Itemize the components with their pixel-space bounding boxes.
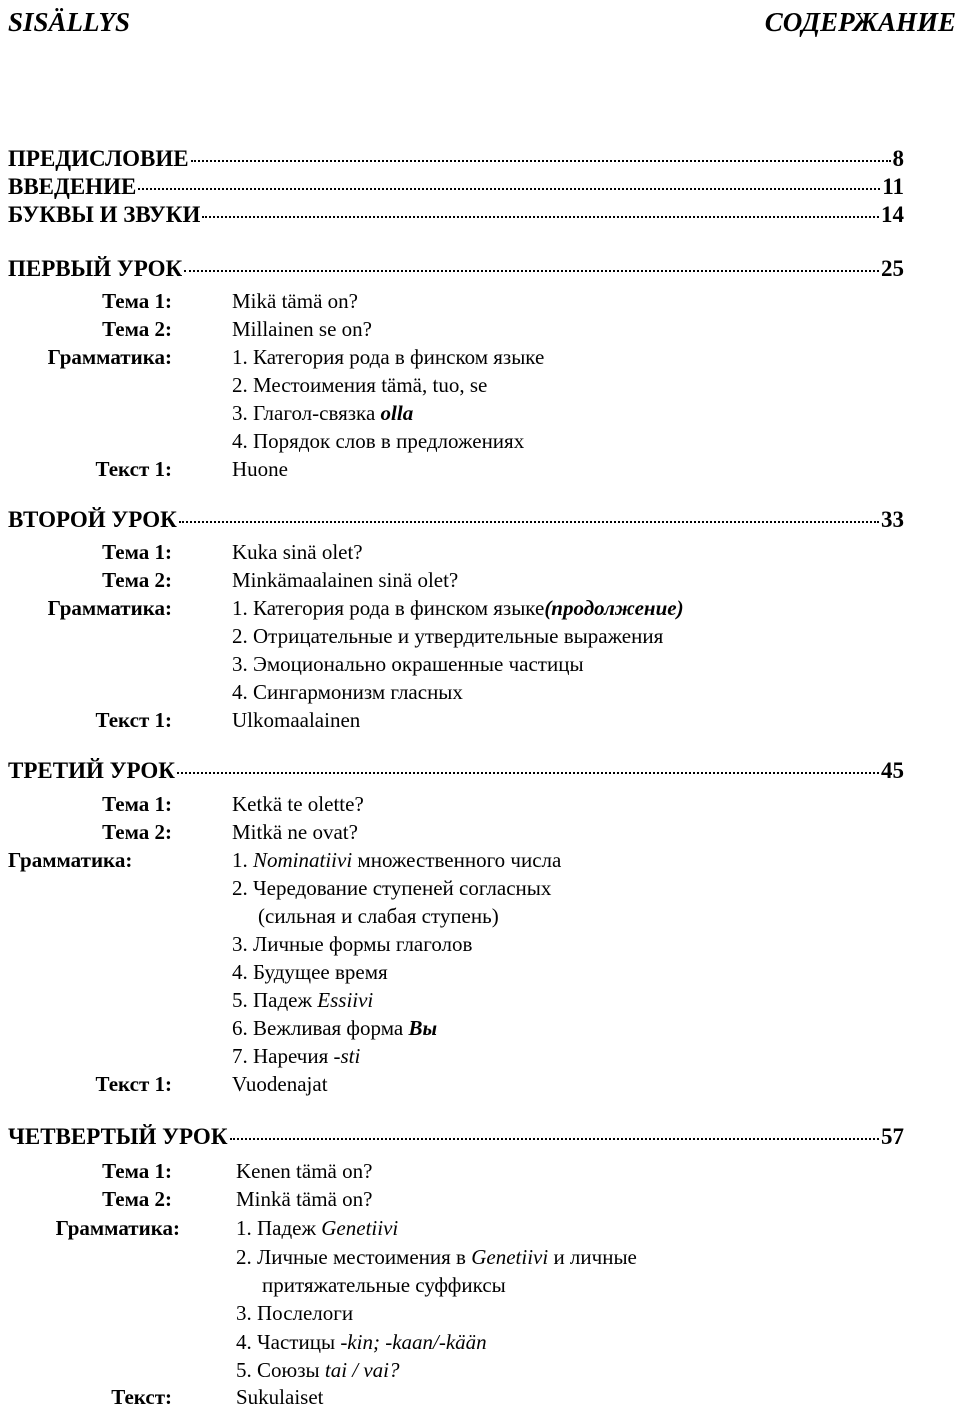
lesson-row [0, 818, 950, 846]
toc-entry-title: ВВЕДЕНИЕ [8, 174, 137, 199]
row-label: Тема 1: [102, 540, 172, 564]
dot-leader [202, 216, 879, 218]
lesson-row [0, 1185, 950, 1213]
row-text: 3. Личные формы глаголов [232, 932, 473, 956]
row-text: 2. Отрицательные и утвердительные выражения [232, 624, 664, 648]
row-label: Грамматика: [55, 1216, 180, 1240]
row-label: Текст: [111, 1385, 172, 1409]
toc-entry-title: БУКВЫ И ЗВУКИ [8, 202, 201, 227]
row-text: 2. Местоимения tämä, tuo, se [232, 373, 488, 397]
lesson-title: ВТОРОЙ УРОК [8, 507, 177, 532]
lesson-row [0, 958, 950, 986]
lesson-row [0, 287, 950, 315]
lesson-row [0, 1271, 950, 1299]
row-text: Ulkomaalainen [232, 708, 361, 732]
lesson-row [0, 790, 950, 818]
dot-leader [138, 188, 880, 190]
lesson-row [0, 566, 950, 594]
lesson-title: ПЕРВЫЙ УРОК [8, 256, 183, 281]
lesson-row [0, 343, 950, 371]
row-text: Ketkä te olette? [232, 792, 364, 816]
lesson-row [0, 1014, 950, 1042]
row-text: 4. Сингармонизм гласных [232, 680, 463, 704]
dot-leader [184, 270, 879, 272]
lesson-row [0, 594, 950, 622]
lesson-row [0, 455, 950, 483]
lesson-row [0, 902, 950, 930]
row-text: Minkämaalainen sinä olet? [232, 568, 459, 592]
row-label: Грамматика: [8, 848, 133, 872]
row-text: 1. Категория рода в финском языке(продолжение) [232, 596, 684, 620]
dot-leader [179, 521, 879, 523]
row-text: 3. Послелоги [236, 1301, 354, 1325]
row-text: 5. Союзы tai / vai? [236, 1358, 400, 1382]
page-header [8, 2, 956, 42]
lesson-page: 45 [881, 758, 904, 783]
dot-leader [191, 160, 891, 162]
lesson-page: 25 [881, 256, 904, 281]
row-text: Kuka sinä olet? [232, 540, 363, 564]
lesson-row [0, 1042, 950, 1070]
row-text: 7. Наречия -sti [232, 1044, 361, 1068]
row-label: Грамматика: [47, 345, 172, 369]
lesson-row [0, 1299, 950, 1327]
lesson-heading [8, 507, 904, 539]
row-text: Vuodenajat [232, 1072, 328, 1096]
lesson-heading [8, 256, 904, 288]
row-text: Minkä tämä on? [236, 1187, 373, 1211]
lesson-row [0, 678, 950, 706]
row-text: 4. Будущее время [232, 960, 388, 984]
toc-entry-page: 14 [881, 202, 904, 227]
lesson-row [0, 538, 950, 566]
lesson-row [0, 1328, 950, 1356]
lesson-heading [8, 758, 904, 790]
row-text: притяжательные суффиксы [262, 1273, 506, 1297]
row-text: 6. Вежливая форма Вы [232, 1016, 438, 1040]
row-label: Текст 1: [95, 1072, 172, 1096]
row-text: (сильная и слабая ступень) [258, 904, 499, 928]
lesson-title: ТРЕТИЙ УРОК [8, 758, 175, 783]
lesson-row [0, 1356, 950, 1384]
lesson-row [0, 1157, 950, 1185]
row-text: Kenen tämä on? [236, 1159, 373, 1183]
row-text: 5. Падеж Essiivi [232, 988, 374, 1012]
row-label: Грамматика: [47, 596, 172, 620]
row-label: Тема 2: [102, 1187, 172, 1211]
header-right: СОДЕРЖАНИЕ [764, 6, 956, 37]
row-label: Тема 1: [102, 792, 172, 816]
header-left: SISÄLLYS [8, 6, 131, 37]
lesson-row [0, 846, 950, 874]
lesson-title: ЧЕТВЕРТЫЙ УРОК [8, 1124, 228, 1149]
row-label: Тема 2: [102, 568, 172, 592]
lesson-row [0, 315, 950, 343]
lesson-row [0, 371, 950, 399]
row-text: 1. Nominatiivi множественного числа [232, 848, 562, 872]
row-text: 4. Порядок слов в предложениях [232, 429, 525, 453]
row-text: Sukulaiset [236, 1385, 324, 1409]
lesson-row [0, 1070, 950, 1098]
lesson-row [0, 427, 950, 455]
toc-entry-page: 8 [892, 146, 904, 171]
row-text: 2. Личные местоимения в Genetiivi и личные [236, 1245, 637, 1269]
row-text: Millainen se on? [232, 317, 372, 341]
lesson-page: 57 [881, 1124, 904, 1149]
row-text: Mitkä ne ovat? [232, 820, 358, 844]
row-label: Текст 1: [95, 708, 172, 732]
toc-entry [8, 202, 904, 234]
lesson-row [0, 1383, 950, 1411]
lesson-page: 33 [881, 507, 904, 532]
row-label: Текст 1: [95, 457, 172, 481]
lesson-row [0, 622, 950, 650]
row-text: 2. Чередование ступеней согласных [232, 876, 552, 900]
lesson-row [0, 874, 950, 902]
lesson-row [0, 399, 950, 427]
row-label: Тема 2: [102, 820, 172, 844]
row-label: Тема 2: [102, 317, 172, 341]
dot-leader [177, 772, 879, 774]
lesson-row [0, 930, 950, 958]
row-text: 4. Частицы -kin; -kaan/-kään [236, 1330, 487, 1354]
row-label: Тема 1: [102, 1159, 172, 1183]
dot-leader [230, 1138, 880, 1140]
row-text: 1. Падеж Genetiivi [236, 1216, 399, 1240]
toc-entry-title: ПРЕДИСЛОВИЕ [8, 146, 189, 171]
row-text: 3. Эмоционально окрашенные частицы [232, 652, 584, 676]
lesson-row [0, 1243, 950, 1271]
row-text: 3. Глагол-связка olla [232, 401, 414, 425]
lesson-row [0, 1214, 950, 1242]
lesson-row [0, 986, 950, 1014]
lesson-heading [8, 1124, 904, 1156]
row-text: Mikä tämä on? [232, 289, 358, 313]
toc-entry-page: 11 [882, 174, 904, 199]
row-text: 1. Категория рода в финском языке [232, 345, 545, 369]
row-text: Huone [232, 457, 288, 481]
row-label: Тема 1: [102, 289, 172, 313]
lesson-row [0, 706, 950, 734]
lesson-row [0, 650, 950, 678]
